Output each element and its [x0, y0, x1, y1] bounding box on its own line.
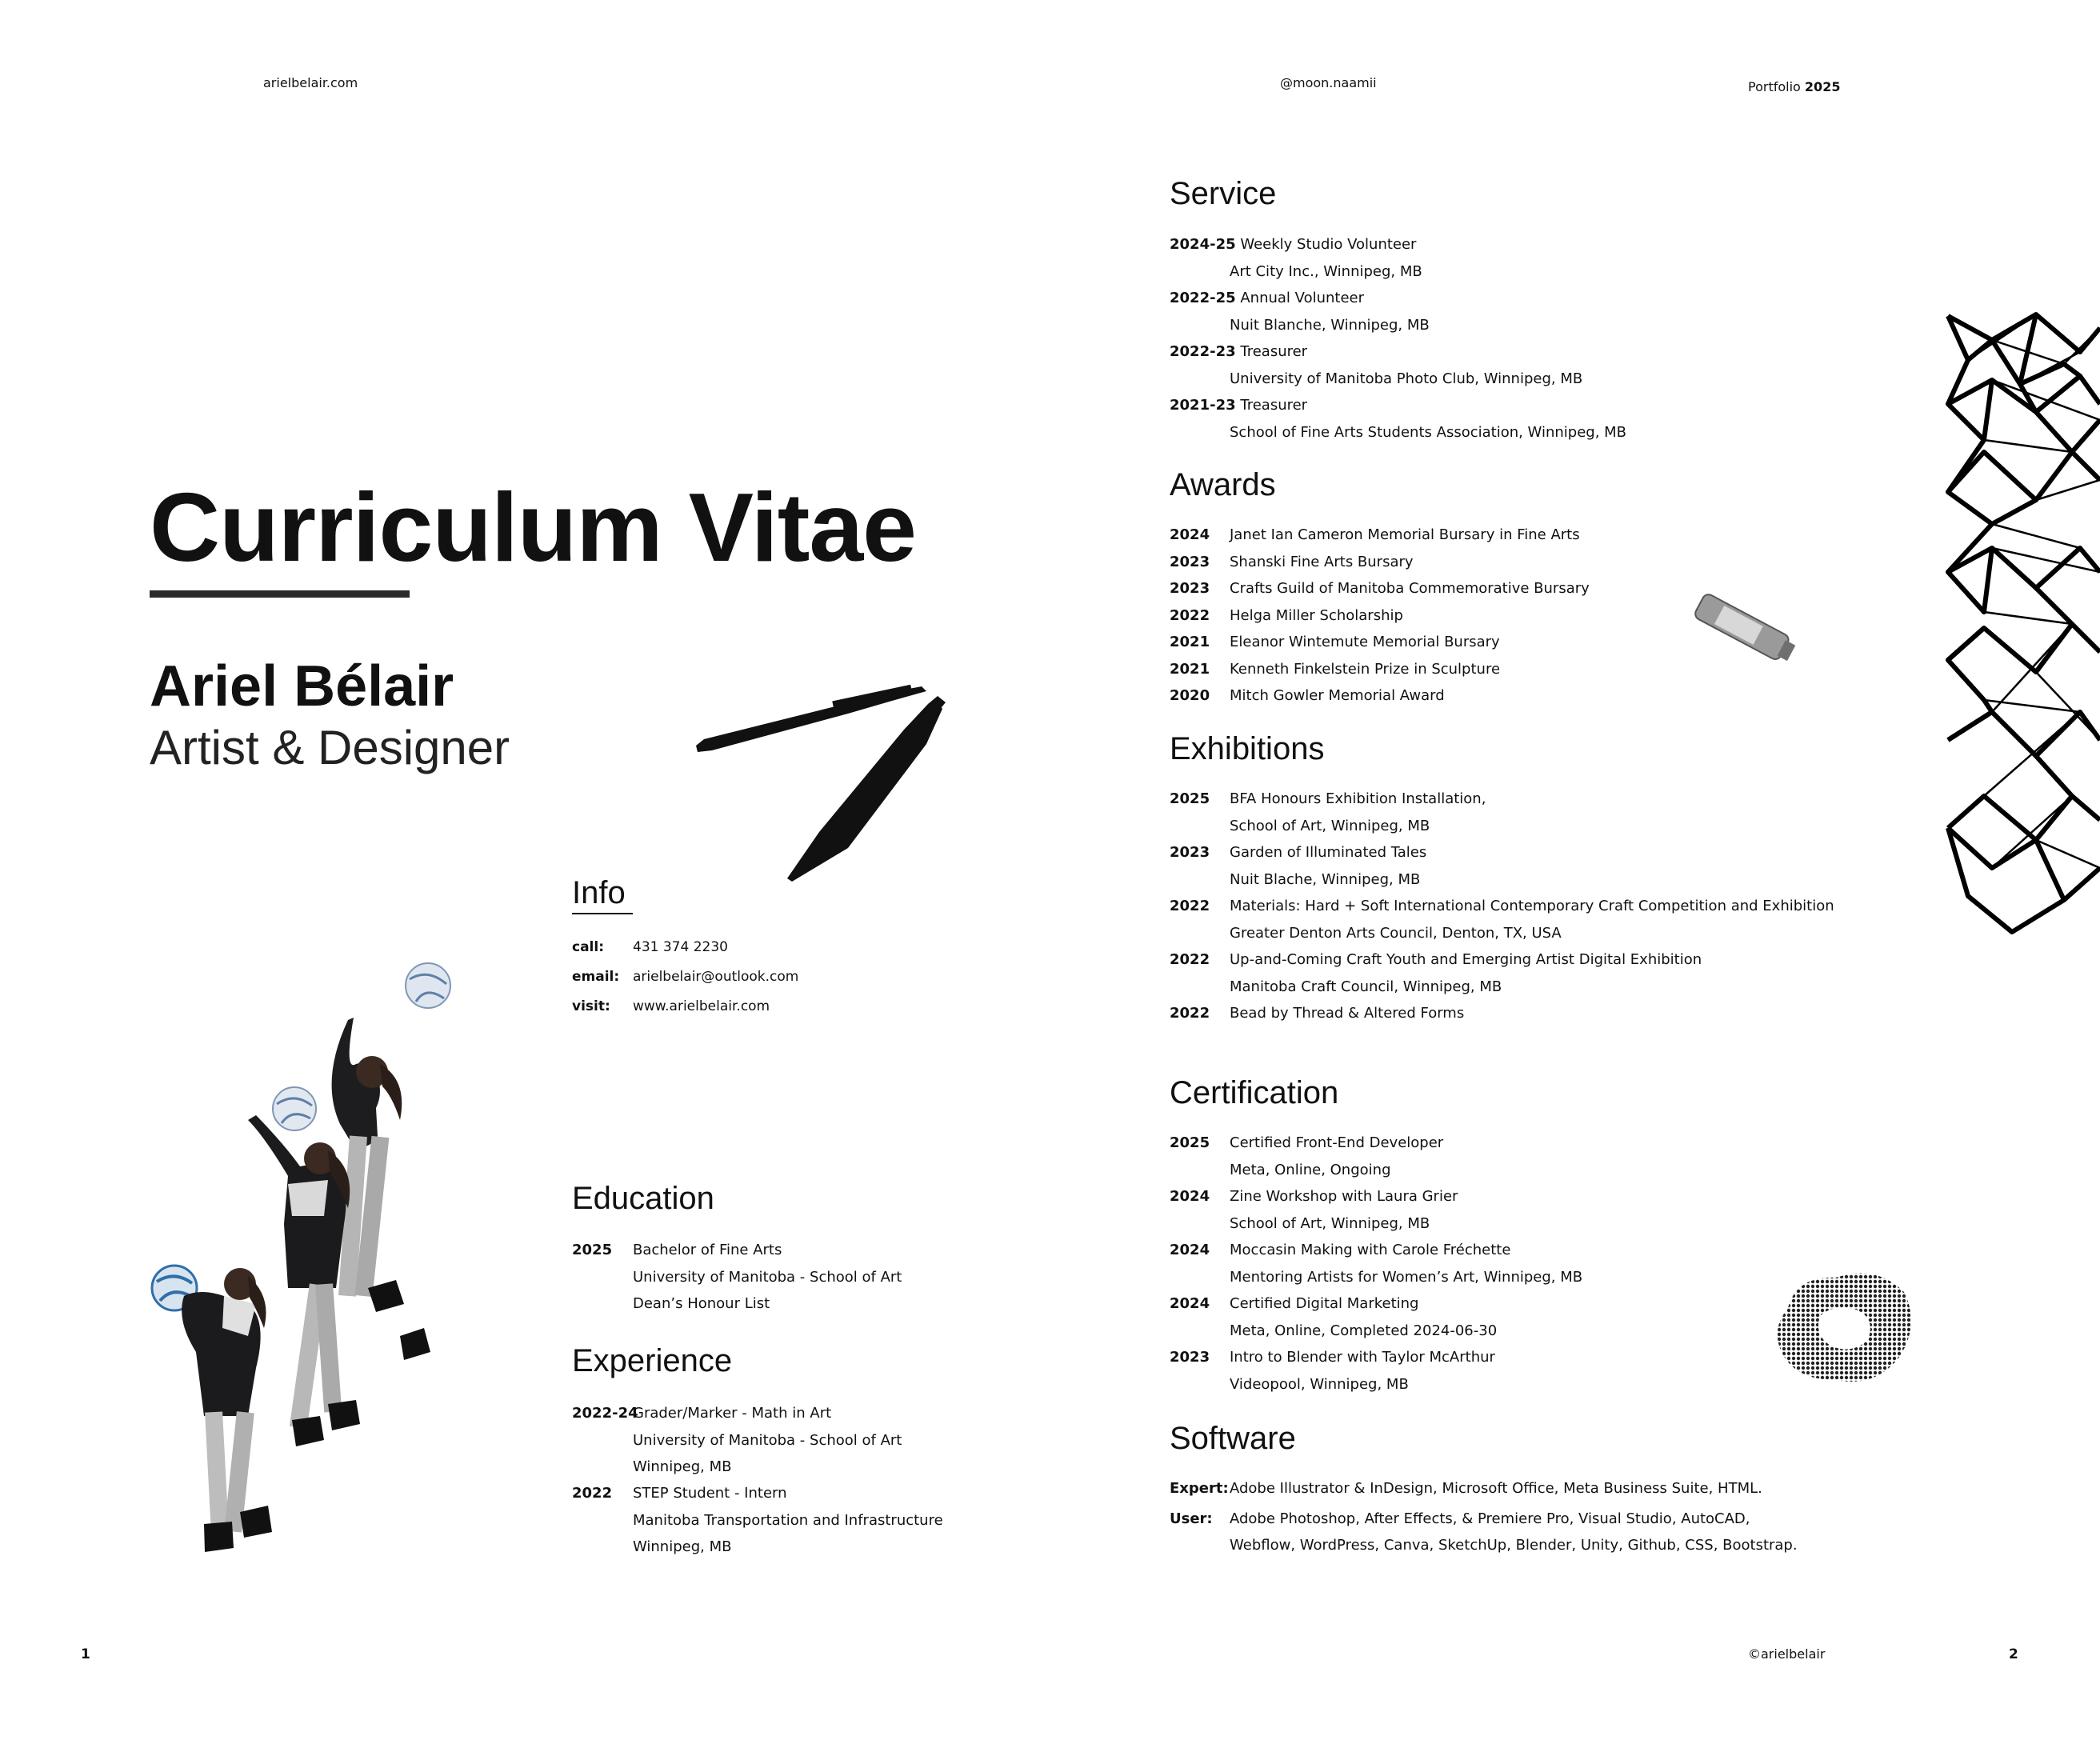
certification-title: Certification	[1170, 1075, 1339, 1110]
service-line2: Art City Inc., Winnipeg, MB	[1230, 262, 1422, 280]
exhibition-line1: Bead by Thread & Altered Forms	[1230, 1005, 1465, 1022]
title-underline	[150, 590, 410, 598]
certification-list	[1170, 1130, 1582, 1398]
footer-copyright: ©arielbelair	[1748, 1646, 1826, 1662]
person-role: Artist & Designer	[150, 721, 510, 774]
info-email-label: email:	[572, 969, 620, 985]
certification-line2: School of Art, Winnipeg, MB	[1230, 1214, 1430, 1232]
header-portfolio-label: Portfolio	[1748, 79, 1801, 94]
service-year: 2022-25	[1170, 290, 1236, 306]
certification-line1: Intro to Blender with Taylor McArthur	[1230, 1349, 1495, 1366]
service-line2: Nuit Blanche, Winnipeg, MB	[1230, 316, 1430, 334]
award-text: Eleanor Wintemute Memorial Bursary	[1230, 634, 1500, 650]
info-underline	[572, 913, 633, 914]
header-handle: @moon.naamii	[1280, 75, 1377, 90]
software-user-row	[1170, 1506, 1798, 1559]
experience-title: Experience	[572, 1343, 733, 1378]
experience-line2: Manitoba Transportation and Infrastructure	[633, 1511, 943, 1529]
award-text: Janet Ian Cameron Memorial Bursary in Fine Arts	[1230, 526, 1580, 543]
award-entry	[1170, 656, 1590, 683]
award-text: Shanski Fine Arts Bursary	[1230, 553, 1414, 570]
award-year: 2023	[1170, 580, 1210, 597]
award-entry	[1170, 629, 1590, 656]
exhibition-year: 2023	[1170, 844, 1210, 861]
exhibition-year: 2025	[1170, 790, 1210, 807]
awards-list	[1170, 522, 1590, 710]
certification-entry	[1170, 1290, 1582, 1344]
education-entry	[572, 1237, 902, 1318]
exhibition-line1: Materials: Hard + Soft International Contemporary Craft Competition and Exhibition	[1230, 898, 1834, 914]
exhibition-entry	[1170, 786, 1834, 839]
paint-tube-illustration	[1684, 584, 1804, 672]
experience-year: 2022	[572, 1485, 613, 1502]
experience-entry	[572, 1400, 902, 1481]
service-year: 2021-23	[1170, 397, 1236, 414]
exhibition-year: 2022	[1170, 898, 1210, 914]
exhibition-line1: Up-and-Coming Craft Youth and Emerging Artist Digital Exhibition	[1230, 951, 1702, 968]
experience-line2: University of Manitoba - School of Art	[633, 1431, 902, 1449]
exhibitions-list	[1170, 786, 1834, 1027]
award-entry	[1170, 522, 1590, 549]
software-expert-value: Adobe Illustrator & InDesign, Microsoft Office, Meta Business Suite, HTML.	[1230, 1480, 1762, 1497]
certification-year: 2024	[1170, 1242, 1210, 1258]
award-year: 2023	[1170, 553, 1210, 570]
award-text: Crafts Guild of Manitoba Commemorative Bursary	[1230, 580, 1590, 597]
pens-illustration	[688, 672, 952, 888]
exhibition-entry	[1170, 1000, 1834, 1027]
info-call-row	[572, 933, 798, 962]
exhibition-entry	[1170, 893, 1834, 946]
award-year: 2021	[1170, 634, 1210, 650]
info-email-row	[572, 962, 798, 992]
award-text: Kenneth Finkelstein Prize in Sculpture	[1230, 660, 1501, 678]
service-entry	[1170, 231, 1626, 285]
award-text: Helga Miller Scholarship	[1230, 606, 1403, 624]
info-title: Info	[572, 875, 626, 910]
award-year: 2020	[1170, 687, 1210, 704]
certification-year: 2025	[1170, 1134, 1210, 1151]
info-visit-label: visit:	[572, 998, 610, 1014]
page-number-left: 1	[81, 1646, 90, 1662]
certification-line1: Certified Front-End Developer	[1230, 1134, 1444, 1151]
exhibition-line2: Manitoba Craft Council, Winnipeg, MB	[1230, 978, 1502, 995]
certification-line2: Mentoring Artists for Women’s Art, Winnipeg, MB	[1230, 1268, 1583, 1286]
info-call-label: call:	[572, 939, 605, 955]
exhibition-year: 2022	[1170, 1005, 1210, 1022]
experience-line3: Winnipeg, MB	[633, 1538, 732, 1555]
software-user-line1: Adobe Photoshop, After Effects, & Premiere Pro, Visual Studio, AutoCAD,	[1230, 1510, 1750, 1527]
certification-line1: Certified Digital Marketing	[1230, 1295, 1419, 1312]
education-title: Education	[572, 1181, 714, 1216]
certification-year: 2024	[1170, 1295, 1210, 1312]
education-year: 2025	[572, 1242, 613, 1258]
experience-line3: Winnipeg, MB	[633, 1458, 732, 1475]
exhibition-year: 2022	[1170, 951, 1210, 968]
award-text: Mitch Gowler Memorial Award	[1230, 687, 1445, 704]
service-list	[1170, 231, 1626, 446]
ball-middle	[273, 1087, 316, 1130]
certification-line2: Videopool, Winnipeg, MB	[1230, 1375, 1409, 1393]
info-email-value[interactable]: arielbelair@outlook.com	[633, 969, 799, 985]
service-entry	[1170, 285, 1626, 338]
info-call-value: 431 374 2230	[633, 939, 728, 955]
award-year: 2022	[1170, 606, 1210, 624]
education-line1: Bachelor of Fine Arts	[633, 1242, 782, 1258]
ball-top	[406, 963, 450, 1008]
service-entry	[1170, 392, 1626, 446]
certification-entry	[1170, 1237, 1582, 1290]
certification-year: 2023	[1170, 1349, 1210, 1366]
software-expert-label: Expert:	[1170, 1480, 1229, 1497]
exhibition-line1: BFA Honours Exhibition Installation,	[1230, 790, 1486, 807]
software-list	[1170, 1475, 1798, 1559]
exhibition-line2: Greater Denton Arts Council, Denton, TX, USA	[1230, 924, 1562, 942]
certification-entry	[1170, 1130, 1582, 1183]
software-user-label: User:	[1170, 1510, 1213, 1527]
education-line3: Dean’s Honour List	[633, 1295, 770, 1312]
certification-line2: Meta, Online, Ongoing	[1230, 1161, 1391, 1178]
header-portfolio-year: 2025	[1804, 79, 1841, 94]
award-entry	[1170, 682, 1590, 710]
software-expert-row	[1170, 1475, 1798, 1502]
pen-diagonal	[787, 696, 946, 882]
certification-line2: Meta, Online, Completed 2024-06-30	[1230, 1322, 1498, 1339]
header-portfolio	[1748, 79, 1840, 94]
pen-horizontal	[696, 685, 926, 752]
info-visit-value[interactable]: www.arielbelair.com	[633, 998, 770, 1014]
halftone-scrunchie-illustration	[1772, 1260, 1920, 1392]
experience-entry	[572, 1480, 943, 1561]
certification-line1: Zine Workshop with Laura Grier	[1230, 1188, 1458, 1205]
info-visit-row	[572, 992, 798, 1022]
award-entry	[1170, 549, 1590, 576]
exhibitions-title: Exhibitions	[1170, 731, 1325, 766]
service-line1: Treasurer	[1240, 397, 1308, 414]
certification-year: 2024	[1170, 1188, 1210, 1205]
info-block	[572, 933, 798, 1022]
award-year: 2021	[1170, 660, 1210, 678]
service-title: Service	[1170, 176, 1277, 211]
certification-entry	[1170, 1344, 1582, 1398]
service-entry	[1170, 338, 1626, 392]
award-entry	[1170, 602, 1590, 630]
service-line2: University of Manitoba Photo Club, Winnipeg, MB	[1230, 370, 1583, 387]
awards-title: Awards	[1170, 467, 1276, 502]
service-year: 2022-23	[1170, 343, 1236, 360]
education-line2: University of Manitoba - School of Art	[633, 1268, 902, 1286]
experience-line1: Grader/Marker - Math in Art	[633, 1405, 832, 1422]
experience-line1: STEP Student - Intern	[633, 1485, 787, 1502]
header-website: arielbelair.com	[263, 75, 358, 90]
exhibition-line1: Garden of Illuminated Tales	[1230, 844, 1427, 861]
exhibition-entry	[1170, 946, 1834, 1000]
software-title: Software	[1170, 1421, 1296, 1456]
girl-figure-1	[182, 1268, 272, 1552]
page-title: Curriculum Vitae	[150, 473, 917, 582]
volleyball-photo-illustration	[128, 952, 496, 1568]
award-year: 2024	[1170, 526, 1210, 543]
person-name: Ariel Bélair	[150, 654, 454, 718]
certification-line1: Moccasin Making with Carole Fréchette	[1230, 1242, 1511, 1258]
service-line2: School of Fine Arts Students Association, Winnipeg, MB	[1230, 423, 1627, 441]
service-line1: Annual Volunteer	[1240, 290, 1365, 306]
exhibition-line2: Nuit Blache, Winnipeg, MB	[1230, 870, 1421, 888]
service-year: 2024-25	[1170, 236, 1236, 253]
experience-year: 2022-24	[572, 1405, 638, 1422]
service-line1: Treasurer	[1240, 343, 1308, 360]
exhibition-entry	[1170, 839, 1834, 893]
certification-entry	[1170, 1183, 1582, 1237]
exhibition-line2: School of Art, Winnipeg, MB	[1230, 817, 1430, 834]
award-entry	[1170, 575, 1590, 602]
software-user-line2: Webflow, WordPress, Canva, SketchUp, Blender, Unity, Github, CSS, Bootstrap.	[1230, 1537, 1798, 1554]
page-number-right: 2	[2009, 1646, 2018, 1662]
geometric-wire-sculpture	[1944, 308, 2100, 936]
service-line1: Weekly Studio Volunteer	[1240, 236, 1417, 253]
